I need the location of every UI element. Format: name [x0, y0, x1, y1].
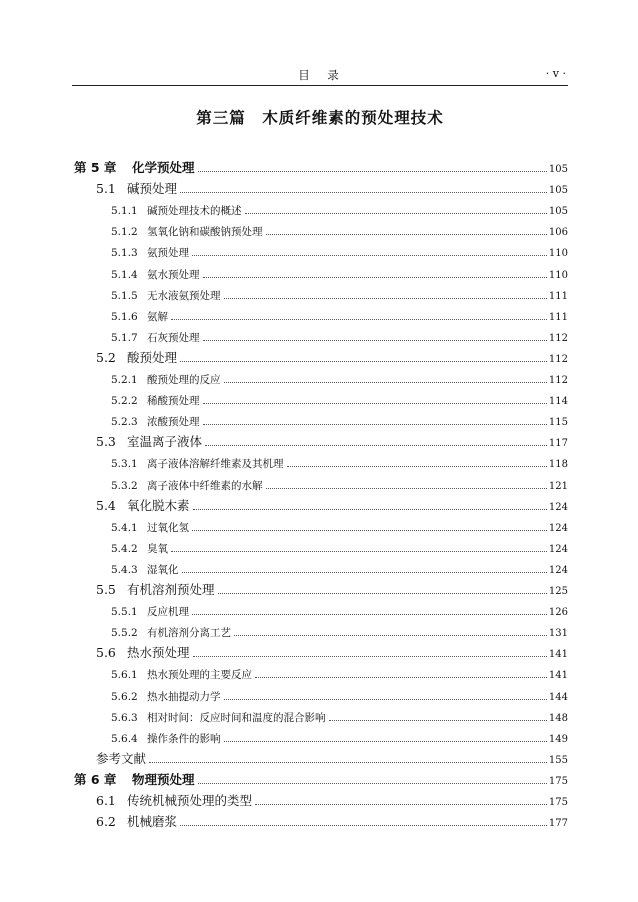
toc-entry-section [96, 497, 568, 513]
toc-entry-title: 操作条件的影响 [147, 732, 221, 745]
dot-leader [234, 635, 547, 636]
toc-entry-page: 124 [548, 543, 568, 555]
toc-entry-page: 105 [548, 206, 568, 218]
toc-entry-page: 126 [548, 607, 568, 619]
dot-leader [224, 298, 547, 299]
toc-entry-number: 5.6.1 [111, 669, 138, 682]
toc-entry-title: 浓酸预处理 [147, 416, 200, 429]
toc-entry-page: 155 [548, 754, 568, 766]
toc-entry-title: 机械磨浆 [127, 814, 178, 830]
toc-entry-title: 热水抽提动力学 [147, 690, 221, 703]
toc-entry-subsection [111, 734, 568, 745]
dot-leader [224, 741, 547, 742]
toc-entry-number: 5.4.2 [111, 542, 138, 555]
dot-leader [180, 825, 547, 826]
toc-entry-number: 第 5 章 [74, 160, 117, 175]
toc-entry-number: 5.5.2 [111, 627, 138, 640]
toc-entry-title: 化学预处理 [132, 160, 195, 175]
toc-entry-subsection [111, 713, 568, 724]
toc-entry-section [96, 647, 568, 660]
dot-leader [255, 804, 547, 805]
toc-entry-number: 5.2.2 [111, 395, 138, 408]
dot-leader [198, 783, 547, 784]
toc-entry-page: 105 [548, 185, 568, 197]
dot-leader [171, 319, 547, 320]
toc-entry-number: 5.6.2 [111, 690, 138, 703]
toc-entry-title: 碱预处理技术的概述 [147, 205, 242, 218]
toc-entry-title: 物理预处理 [132, 771, 195, 787]
toc-entry-page: 141 [548, 649, 568, 661]
toc-entry-title: 离子液体中纤维素的水解 [147, 479, 263, 492]
toc-entry-subsection [111, 375, 568, 386]
toc-entry-page: 124 [548, 501, 568, 513]
toc-entry-subsection [111, 417, 568, 428]
toc-entry-section [96, 183, 568, 196]
dot-leader [266, 488, 547, 489]
toc-entry-page: 112 [548, 332, 568, 344]
toc-entry-page: 111 [548, 311, 568, 323]
toc-entry-subsection [111, 481, 568, 492]
toc-entry-title: 氨预处理 [147, 247, 189, 260]
header-rule [72, 85, 568, 86]
dot-leader [287, 466, 547, 467]
dot-leader [203, 277, 547, 278]
toc-entry-number: 5.5.1 [111, 606, 138, 619]
toc-entry-page: 175 [548, 775, 568, 787]
toc-entry-page: 110 [548, 269, 568, 281]
toc-entry-number: 5.1.3 [111, 247, 138, 260]
toc-entry-number: 6.1 [96, 793, 116, 808]
toc-entry-subsection [111, 670, 568, 681]
toc-entry-title: 热水预处理的主要反应 [147, 669, 252, 682]
toc-entry-title: 稀酸预处理 [147, 395, 200, 408]
toc-entry-section [96, 436, 568, 449]
toc-entry-number: 5.3.2 [111, 479, 138, 492]
toc-entry-section [96, 584, 568, 597]
toc-entry-subsection [111, 544, 568, 555]
toc-entry-subsection [111, 459, 568, 470]
dot-leader [245, 213, 547, 214]
toc-entry-page: 114 [548, 396, 568, 408]
toc-entry-subsection [111, 333, 568, 344]
toc-entry-section [96, 349, 568, 365]
toc-entry-ref [96, 750, 568, 766]
toc-entry-page: 117 [548, 438, 568, 450]
toc-entry-number: 5.2.1 [111, 374, 138, 386]
dot-leader [329, 720, 547, 721]
toc-entry-chapter [74, 162, 568, 175]
toc-entry-number: 5.1.5 [111, 289, 138, 302]
toc-entry-page: 106 [548, 227, 568, 239]
toc-entry-page: 112 [548, 353, 568, 365]
toc-entry-title: 石灰预处理 [147, 331, 200, 344]
toc-entry-page: 125 [548, 586, 568, 597]
toc-entry-title: 氧化脱木素 [127, 497, 190, 513]
toc-entry-page: 124 [548, 522, 568, 534]
toc-entry-subsection [111, 628, 568, 639]
toc-entry-title: 酸预处理的反应 [147, 374, 221, 386]
toc-entry-title: 酸预处理 [127, 349, 178, 365]
toc-entry-page: 124 [548, 564, 568, 576]
toc-entry-number: 5.6.3 [111, 711, 138, 724]
toc-entry-number: 5.4 [96, 497, 116, 513]
toc-entry-page: 144 [548, 691, 568, 703]
toc-entry-page: 131 [548, 628, 568, 640]
header-title: 目 录 [298, 68, 342, 82]
toc-entry-number: 5.1 [96, 181, 116, 197]
toc-entry-number: 5.4.1 [111, 521, 138, 534]
header-page-number: · v · [545, 67, 566, 80]
toc-entry-section [96, 795, 568, 808]
dot-leader [266, 234, 547, 235]
toc-entry-number: 5.6.4 [111, 732, 138, 745]
dot-leader [180, 361, 547, 362]
dot-leader [224, 699, 547, 700]
toc-entry-title: 无水液氨预处理 [147, 289, 221, 302]
dot-leader [255, 677, 547, 678]
toc-entry-subsection [111, 312, 568, 323]
toc-entry-subsection [111, 607, 568, 618]
dot-leader [203, 424, 547, 425]
toc-entry-number: 5.1.6 [111, 310, 138, 323]
toc-entry-number: 5.3.1 [111, 458, 138, 471]
toc-entry-title: 有机溶剂分离工艺 [147, 627, 231, 640]
toc-entry-page: 105 [548, 164, 568, 175]
toc-entry-title: 氨解 [147, 310, 168, 323]
part-title: 第三篇 木质纤维素的预处理技术 [196, 109, 444, 127]
toc-entry-title: 相对时间：反应时间和温度的混合影响 [147, 711, 326, 724]
toc-entry-title: 参考文献 [96, 750, 147, 766]
dot-leader [171, 551, 547, 552]
toc-entry-page: 115 [548, 417, 568, 429]
toc-entry-subsection [111, 227, 568, 238]
toc-entry-subsection [111, 248, 568, 259]
dot-leader [192, 614, 547, 615]
dot-leader [149, 762, 547, 763]
toc-entry-page: 149 [548, 733, 568, 745]
dot-leader [192, 255, 547, 256]
dot-leader [224, 382, 547, 383]
toc-entry-number: 第 6 章 [74, 771, 117, 787]
toc-entry-subsection [111, 270, 568, 281]
toc-entry-number: 6.2 [96, 814, 116, 830]
dot-leader [180, 192, 547, 193]
toc-entry-number: 5.2.3 [111, 416, 138, 429]
page-header [72, 66, 568, 84]
toc-entry-number: 5.5 [96, 582, 116, 597]
dot-leader [203, 403, 547, 404]
dot-leader [193, 509, 547, 510]
toc-entry-number: 5.3 [96, 434, 116, 450]
dot-leader [182, 572, 547, 573]
toc-entry-subsection [111, 523, 568, 534]
toc-entry-number: 5.1.1 [111, 205, 138, 218]
toc-entry-title: 过氧化氢 [147, 521, 189, 534]
toc-entry-number: 5.1.2 [111, 226, 138, 239]
toc-entry-subsection [111, 692, 568, 703]
toc-entry-title: 碱预处理 [127, 181, 178, 197]
toc-entry-number: 5.4.3 [111, 563, 138, 576]
toc-entry-page: 111 [548, 290, 568, 302]
toc-entry-page: 141 [548, 670, 568, 682]
dot-leader [192, 530, 547, 531]
dot-leader [205, 445, 547, 446]
toc-entry-chapter [74, 771, 568, 787]
toc-entry-page: 121 [548, 480, 568, 492]
toc-entry-number: 5.6 [96, 645, 116, 661]
toc-entry-page: 110 [548, 248, 568, 260]
toc-entry-title: 反应机理 [147, 606, 189, 619]
toc-entry-page: 177 [548, 818, 568, 830]
toc-entry-section [96, 816, 568, 829]
toc-entry-number: 5.1.4 [111, 268, 138, 281]
toc-entry-title: 热水预处理 [127, 645, 190, 661]
toc-entry-title: 室温离子液体 [127, 434, 203, 450]
dot-leader [218, 593, 547, 594]
toc-entry-title: 氨水预处理 [147, 268, 200, 281]
toc-entry-subsection [111, 565, 568, 576]
toc-entry-page: 118 [548, 459, 568, 471]
toc-entry-page: 148 [548, 712, 568, 724]
toc-entry-title: 湿氧化 [147, 563, 179, 576]
dot-leader [203, 340, 547, 341]
toc-entry-number: 5.1.7 [111, 331, 138, 344]
toc-entry-subsection [111, 291, 568, 302]
toc-entry-page: 175 [548, 797, 568, 808]
toc-entry-title: 传统机械预处理的类型 [127, 793, 253, 808]
toc-entry-subsection [111, 396, 568, 407]
toc-entry-title: 有机溶剂预处理 [127, 582, 215, 597]
toc-entry-title: 臭氧 [147, 542, 168, 555]
dot-leader [193, 656, 547, 657]
toc-entry-title: 离子液体溶解纤维素及其机理 [147, 458, 284, 471]
toc-entry-page: 112 [548, 375, 568, 386]
toc-entry-title: 氢氧化钠和碳酸钠预处理 [147, 226, 263, 239]
toc-entry-number: 5.2 [96, 349, 116, 365]
toc-entry-subsection [111, 206, 568, 217]
dot-leader [198, 171, 547, 172]
